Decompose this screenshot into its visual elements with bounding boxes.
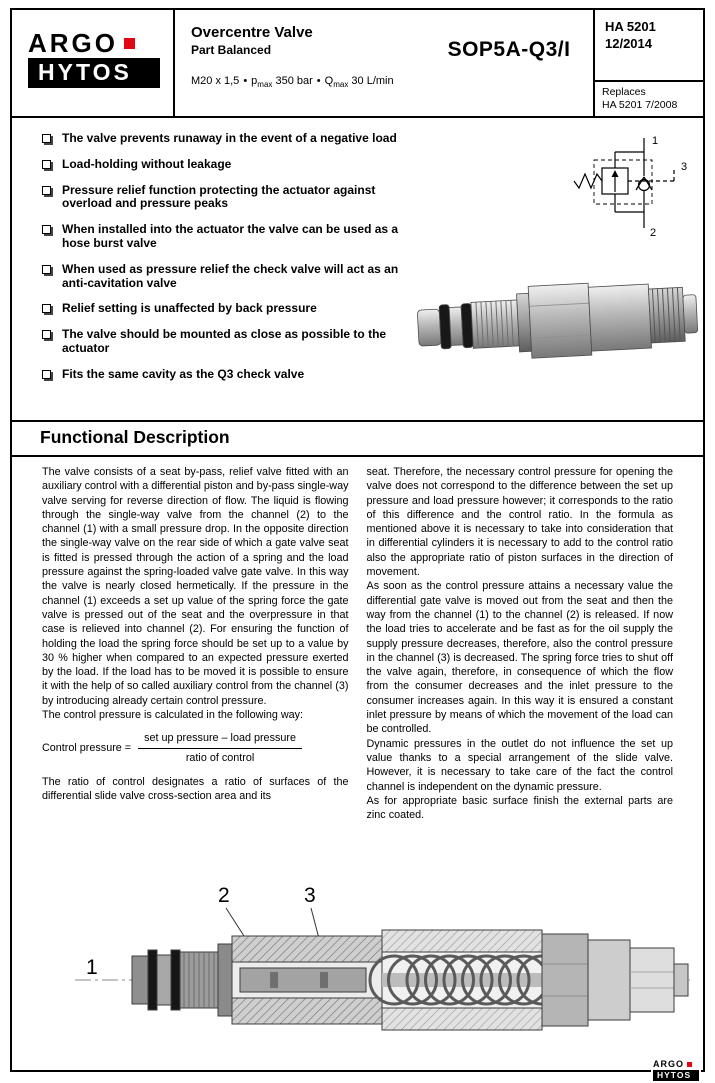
feature-text: Load-holding without leakage [62, 156, 232, 171]
spec-qmax-value: 30 L/min [351, 75, 394, 87]
functional-description-body [12, 457, 703, 871]
spec-pmax-value: 350 bar [275, 75, 313, 87]
checkbox-icon [42, 134, 51, 143]
schematic-port-2-label: 2 [650, 227, 657, 239]
replaces-value: HA 5201 7/2008 [602, 99, 678, 111]
paragraph: The valve consists of a seat by-pass, relief valve fitted with an auxiliary control with a differential piston and by-pass single-way valve serving for reverse direction of flow. The liquid is flowing through the single-way valve from the channel (2) to the channel (1) with a small pressure drop. In the opposite direction the single-way valve on the rear side of which a gate valve seat is fitted is pressed through the action of a spring and the load pressure against the spring-loaded valve gate valve. In this way the valve is nearly closed hermetically. If the pressure in the channel (1) exceeds a set up value of the spring force the gate valve is pressed out of the seat and the overpressure in that case is relieved into channel (2). For ensuring the function of holding the load the spring force should be set up to a value by 30 % higher when compared to an expected pressure exerted by the load. If the load has to be moved it is possible to ensure it with the help of so called auxiliary control from the channel (3) by introducing already certain control pressure. [42, 466, 349, 707]
hydraulic-schematic [532, 130, 696, 240]
spec-pmax-symbol: p [251, 75, 258, 87]
checkbox-icon [42, 330, 51, 339]
footer-logo-hytos-bar [653, 1070, 699, 1081]
formula-numerator: set up pressure – load pressure [138, 731, 302, 748]
drawing-port-2-label: 2 [218, 884, 230, 907]
drawing-port-3-label: 3 [304, 884, 316, 907]
feature-item [42, 263, 420, 291]
replaces-block [595, 80, 703, 116]
schematic-port-3-label: 3 [681, 161, 688, 173]
doc-number: HA 5201 [605, 19, 656, 34]
feature-item [42, 302, 420, 316]
drawing-port-1-label: 1 [86, 956, 98, 979]
brand-logo [12, 10, 175, 116]
feature-item [42, 223, 420, 251]
paragraph: The control pressure is calculated in the following way: [42, 709, 304, 722]
paragraph: As soon as the control pressure attains a necessary value the differential gate valve is moved out from the seat and then the way from the channel (1) to the channel (2) is released. If now the load tries to accelerate and be fast as for the oil supply the supply pressure decreases, therefore, also the control pressure in the channel (3) is decreased. The spring force tries to shut off the valve again, therefore, in consequence of which the flow from the consumer decreases and the inlet pressure to the consumer increases again. In this way it is ensured a constant inlet pressure by means of which the movement of the load can be controlled. [366, 580, 673, 736]
product-title: Overcentre Valve [191, 24, 313, 41]
schematic-port-1-label: 1 [652, 135, 659, 147]
checkbox-icon [42, 186, 51, 195]
feature-item [42, 132, 420, 146]
feature-text: The valve should be mounted as close as possible to the actuator [62, 327, 387, 355]
feature-text: Pressure relief function protecting the actuator against overload and pressure peaks [62, 182, 376, 211]
section-bar [12, 420, 703, 457]
features-zone [12, 118, 703, 420]
right-column [367, 465, 674, 871]
feature-item [42, 158, 420, 172]
formula-fraction [138, 731, 302, 765]
feature-text: Relief setting is unaffected by back pressure [62, 301, 317, 316]
checkbox-icon [42, 160, 51, 169]
logo-argo-text: ARGO [28, 28, 118, 58]
model-block [425, 10, 593, 116]
spec-qmax-sub: max [333, 80, 349, 90]
control-pressure-formula [42, 731, 349, 765]
spec-separator: • [243, 75, 248, 87]
logo-row-argo [28, 30, 173, 56]
cross-section-drawing [20, 876, 698, 1066]
doc-info-block [593, 10, 703, 116]
footer-logo-argo-text: ARGO [653, 1059, 684, 1069]
formula-denominator: ratio of control [185, 751, 255, 764]
feature-item [42, 368, 420, 382]
feature-text: The valve prevents runaway in the event of a negative load [62, 131, 397, 145]
paragraph: The ratio of control designates a ratio of surfaces of the differential slide valve cross-section area and its [42, 775, 349, 803]
model-number: SOP5A-Q3/I [447, 38, 571, 61]
footer-logo-argo-row [653, 1060, 699, 1069]
spec-pmax-sub: max [257, 80, 273, 90]
product-subtitle: Part Balanced [191, 43, 272, 57]
header-title-block [175, 10, 425, 116]
logo-hytos-text: HYTOS [38, 59, 132, 85]
paragraph: seat. Therefore, the necessary control pressure for opening the valve does not correspond to the difference between the set up pressure and load pressure however; it corresponds to the ratio of this difference and the control ratio. In the formula as mentioned above it is necessary to take into consideration that in differential cylinders it is necessary to add to the control ratio also the appropriate ratio of piston surfaces in the direction of movement. [366, 466, 673, 579]
feature-text: When used as pressure relief the check valve will act as an anti-cavitation valve [62, 261, 399, 290]
spec-thread: M20 x 1,5 [191, 75, 240, 87]
feature-list [12, 118, 420, 382]
checkbox-icon [42, 225, 51, 234]
logo-hytos-bar [28, 58, 160, 88]
page-frame [10, 8, 705, 1072]
valve-photo [408, 246, 702, 396]
paragraph: As for appropriate basic surface finish the external parts are zinc coated. [366, 794, 673, 822]
doc-number-block [595, 10, 703, 80]
feature-item [42, 328, 420, 356]
footer-logo-hytos-text: HYTOS [657, 1070, 692, 1080]
section-title: Functional Description [40, 427, 230, 447]
spec-line [191, 75, 425, 89]
paragraph: Dynamic pressures in the outlet do not influence the set up value thanks to a special arrangement of the slide valve. However, it is necessary to take care of the fact the control channel is independent on the dynamic pressure. [366, 737, 673, 793]
doc-date: 12/2014 [605, 36, 652, 51]
checkbox-icon [42, 304, 51, 313]
footer-logo [651, 1059, 701, 1082]
checkbox-icon [42, 265, 51, 274]
left-column [42, 465, 349, 871]
spec-separator: • [316, 75, 321, 87]
feature-text: When installed into the actuator the valve can be used as a hose burst valve [62, 222, 399, 250]
header [12, 10, 703, 118]
feature-text: Fits the same cavity as the Q3 check valve [62, 366, 305, 381]
checkbox-icon [42, 370, 51, 379]
feature-item [42, 184, 420, 212]
logo-red-square-icon [124, 38, 135, 49]
formula-lhs: Control pressure = [42, 741, 132, 754]
footer-logo-red-square-icon [687, 1062, 692, 1067]
spec-qmax-symbol: Q [324, 75, 334, 87]
replaces-label: Replaces [602, 86, 646, 98]
